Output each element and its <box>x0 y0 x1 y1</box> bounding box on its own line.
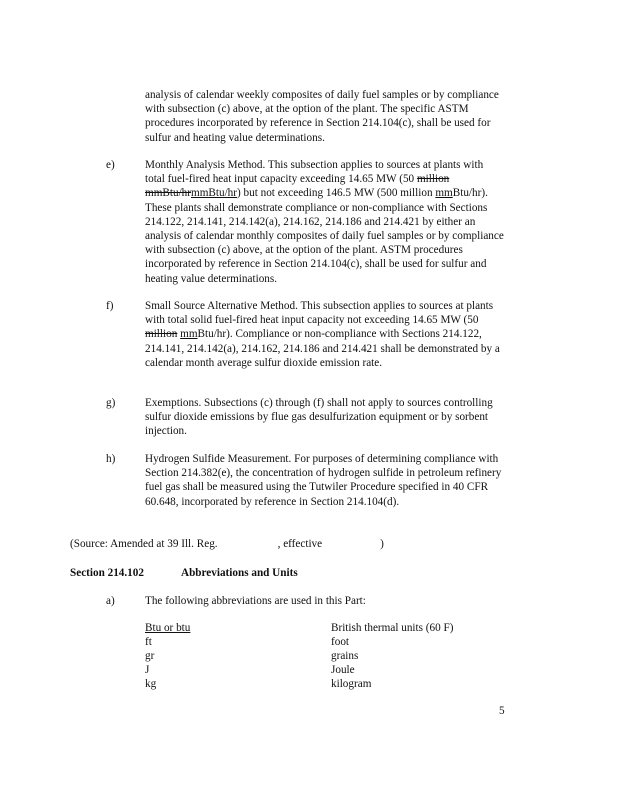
item-paragraph-g: Exemptions. Subsections (c) through (f) shall not apply to sources controlling sulfur dioxide emissions by flue gas desulfurization equipment or by sorbent injection. <box>145 397 493 438</box>
abbreviation-term: Btu or btu <box>145 622 191 634</box>
abbreviation-term: ft <box>145 636 152 648</box>
item-paragraph-e <box>145 158 505 286</box>
source-note <box>70 537 384 551</box>
page-number: 5 <box>499 705 505 717</box>
abbreviation-row <box>145 663 505 677</box>
abbreviation-meaning: foot <box>331 636 350 648</box>
item-f-text-1: Small Source Alternative Method. This subsection applies to sources at plants with total solid fuel-fired heat input capacity not exceeding 14.65 MW (50 <box>145 300 494 327</box>
item-e-strike-1: million <box>416 173 450 186</box>
source-suffix: ) <box>380 538 384 550</box>
item-paragraph-h: Hydrogen Sulfide Measurement. For purposes of determining compliance with Section 214.382(e), the concentration of hydrogen sulfide in petroleum refinery fuel gas shall be measured using the Tutwiler Procedure specified in 40 CFR 60.648, incorporated by reference in Section 214.104(d). <box>145 453 502 508</box>
item-e-strike-2: mmBtu/hr <box>145 187 191 200</box>
continuation-paragraph: analysis of calendar weekly composites of daily fuel samples or by compliance with subsection (c) above, at the option of the plant. The specific ASTM procedures incorporated by reference in Section 214.104(c), shall be used for sulfur and heating value determinations. <box>145 89 499 144</box>
item-f-strike-1: million <box>145 328 178 341</box>
abbreviation-row <box>145 621 505 635</box>
item-label-h: h) <box>106 453 116 465</box>
abbreviation-row <box>145 677 505 691</box>
subsection-label-a: a) <box>106 595 115 607</box>
abbreviation-term: gr <box>145 650 155 662</box>
abbreviation-row <box>145 635 505 649</box>
section-number: Section 214.102 <box>70 567 144 579</box>
abbreviation-meaning: Joule <box>331 664 355 676</box>
item-label-g: g) <box>106 397 116 409</box>
abbreviation-row <box>145 649 505 663</box>
abbreviation-meaning: kilogram <box>331 678 372 690</box>
item-e-text-3: ) but not exceeding 146.5 MW (500 million <box>237 187 436 200</box>
abbreviation-term: kg <box>145 678 157 690</box>
item-f-insert-1: mm <box>180 328 198 341</box>
subsection-text-a: The following abbreviations are used in this Part: <box>145 595 366 607</box>
abbreviation-meaning: British thermal units (60 F) <box>331 622 454 634</box>
source-effective: , effective <box>277 538 323 550</box>
abbreviation-term: J <box>145 664 150 676</box>
item-label-e: e) <box>106 159 115 171</box>
item-e-insert-2: mm <box>435 187 453 200</box>
item-paragraph-f <box>145 299 505 370</box>
item-e-insert-1: mmBtu/hr <box>191 187 237 200</box>
item-e-text-1: Monthly Analysis Method. This subsection applies to sources at plants with total fuel-fired heat input capacity exceeding 14.65 MW (50 <box>145 159 484 186</box>
item-label-f: f) <box>106 300 114 312</box>
abbreviation-meaning: grains <box>331 650 359 662</box>
section-heading <box>70 566 298 580</box>
item-e-text-4: Btu/hr). These plants shall demonstrate compliance or non-compliance with Sections 214.122, 214.141, 214.142(a), 214.162, 214.186 and 214.421 by either an analysis of calendar monthly composites of daily fuel samples or by compliance with subsection (c) above, at the option of the plant. ASTM procedures incorporated by reference in Section 214.104(c), shall be used for sulfur and heating value determinations. <box>145 187 504 285</box>
item-f-text-3: Btu/hr). Compliance or non-compliance with Sections 214.122, 214.141, 214.142(a), 214.162, 214.186 and 214.421 shall be demonstrated by a calendar month average sulfur dioxide emission rate. <box>145 328 500 369</box>
section-title: Abbreviations and Units <box>181 567 298 579</box>
source-prefix: (Source: Amended at 39 Ill. Reg. <box>70 538 218 550</box>
